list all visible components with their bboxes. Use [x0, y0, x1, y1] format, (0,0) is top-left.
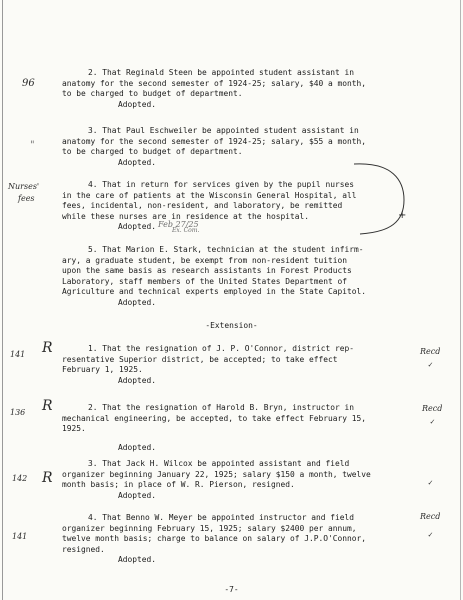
paragraph-line: while these nurses are in residence at the hospital.: [62, 211, 310, 221]
right-scan-edge: [460, 0, 461, 600]
paragraph-line: mechanical engineering, be accepted, to take effect February 15,: [62, 413, 367, 423]
paragraph-line: 3. That Paul Eschweiler be appointed student assistant in: [88, 126, 359, 135]
handwritten-committee-annotation: Ex. Com.: [172, 227, 200, 234]
handwritten-ditto-mark: ": [30, 140, 35, 151]
paragraph-line: ary, a graduate student, be exempt from non-resident tuition: [62, 255, 348, 265]
extension-heading: -Extension-: [205, 321, 258, 330]
left-scan-edge: [2, 0, 3, 600]
paragraph-line: 1. That the resignation of J. P. O'Connor, district rep-: [88, 344, 355, 353]
handwritten-r-mark: R: [42, 470, 53, 486]
adopted-label: Adopted.: [118, 99, 157, 109]
paragraph-line: to be charged to budget of department.: [62, 89, 243, 98]
paragraph-line: 1925.: [62, 424, 86, 433]
handwritten-note-141b: 141: [12, 532, 28, 541]
paragraph-line: 4. That in return for services given by the pupil nurses: [88, 180, 355, 189]
adopted-label: Adopted.: [118, 490, 157, 500]
handwritten-cross-mark: +: [398, 210, 407, 221]
paragraph-wilcox: [62, 459, 442, 501]
adopted-label: Adopted.: [118, 375, 157, 385]
handwritten-recd: Recd: [420, 347, 441, 356]
adopted-label: Adopted.: [118, 157, 157, 167]
paragraph-bryn: [62, 403, 442, 453]
paragraph-line: resentative Superior district, be accepted; to take effect: [62, 354, 338, 364]
check-mark-icon: ✓: [428, 360, 433, 369]
handwritten-recd: Recd: [422, 404, 443, 413]
paragraph-line: 2. That Reginald Steen be appointed student assistant in: [88, 68, 355, 77]
handwritten-recd: Recd: [420, 512, 441, 521]
paragraph-line: 4. That Benno W. Meyer be appointed instructor and field: [88, 513, 355, 522]
paragraph-line: Laboratory, staff members of the United States Department of: [62, 276, 348, 286]
adopted-label: Adopted.: [118, 222, 157, 231]
paragraph-steen: [62, 68, 442, 110]
paragraph-meyer: [62, 513, 442, 566]
paragraph-oconnor: [62, 344, 442, 386]
adopted-label: Adopted.: [118, 442, 157, 452]
paragraph-line: month basis; in place of W. R. Pierson, resigned.: [62, 480, 295, 489]
handwritten-note-142: 142: [12, 474, 28, 483]
handwritten-note-96: 96: [22, 78, 35, 89]
handwritten-nurses-label: Nurses': [8, 182, 40, 191]
paragraph-line: upon the same basis as research assistants in Forest Products: [62, 266, 352, 275]
handwritten-r-mark: R: [42, 340, 53, 356]
handwritten-date-annotation: Feb 27/25: [158, 220, 199, 229]
paragraph-line: to be charged to budget of department.: [62, 147, 243, 156]
paragraph-line: resigned.: [62, 544, 105, 554]
paragraph-line: anatomy for the second semester of 1924-25; salary, $55 a month,: [62, 136, 367, 146]
paragraph-line: 2. That the resignation of Harold B. Bryn, instructor in: [88, 403, 355, 412]
paragraph-line: 5. That Marion E. Stark, technician at the student infirm-: [88, 245, 364, 254]
handwritten-bracket: [352, 160, 412, 240]
paragraph-line: twelve month basis; charge to balance on salary of J.P.O'Connor,: [62, 534, 367, 543]
paragraph-line: organizer beginning January 22, 1925; salary $150 a month, twelve: [62, 469, 371, 479]
adopted-label: Adopted.: [118, 297, 157, 307]
handwritten-note-141: 141: [10, 350, 26, 359]
paragraph-line: in the care of patients at the Wisconsin General Hospital, all: [62, 190, 357, 200]
check-mark-icon: ✓: [428, 478, 433, 487]
handwritten-fees-label: fees: [18, 194, 35, 203]
check-mark-icon: ✓: [428, 530, 433, 539]
paragraph-stark: [62, 245, 442, 308]
paragraph-line: organizer beginning February 15, 1925; salary $2400 per annum,: [62, 523, 357, 533]
paragraph-line: anatomy for the second semester of 1924-25; salary, $40 a month,: [62, 78, 367, 88]
handwritten-note-136: 136: [10, 408, 26, 417]
handwritten-r-mark: R: [42, 398, 53, 414]
paragraph-line: fees, incidental, non-resident, and laboratory, be remitted: [62, 201, 343, 210]
adopted-label: Adopted.: [118, 555, 157, 564]
check-mark-icon: ✓: [430, 417, 435, 426]
paragraph-line: Agriculture and technical experts employed in the State Capitol.: [62, 287, 367, 296]
paragraph-line: February 1, 1925.: [62, 365, 143, 374]
paragraph-line: 3. That Jack H. Wilcox be appointed assistant and field: [88, 459, 350, 468]
page-number: -7-: [224, 585, 239, 594]
